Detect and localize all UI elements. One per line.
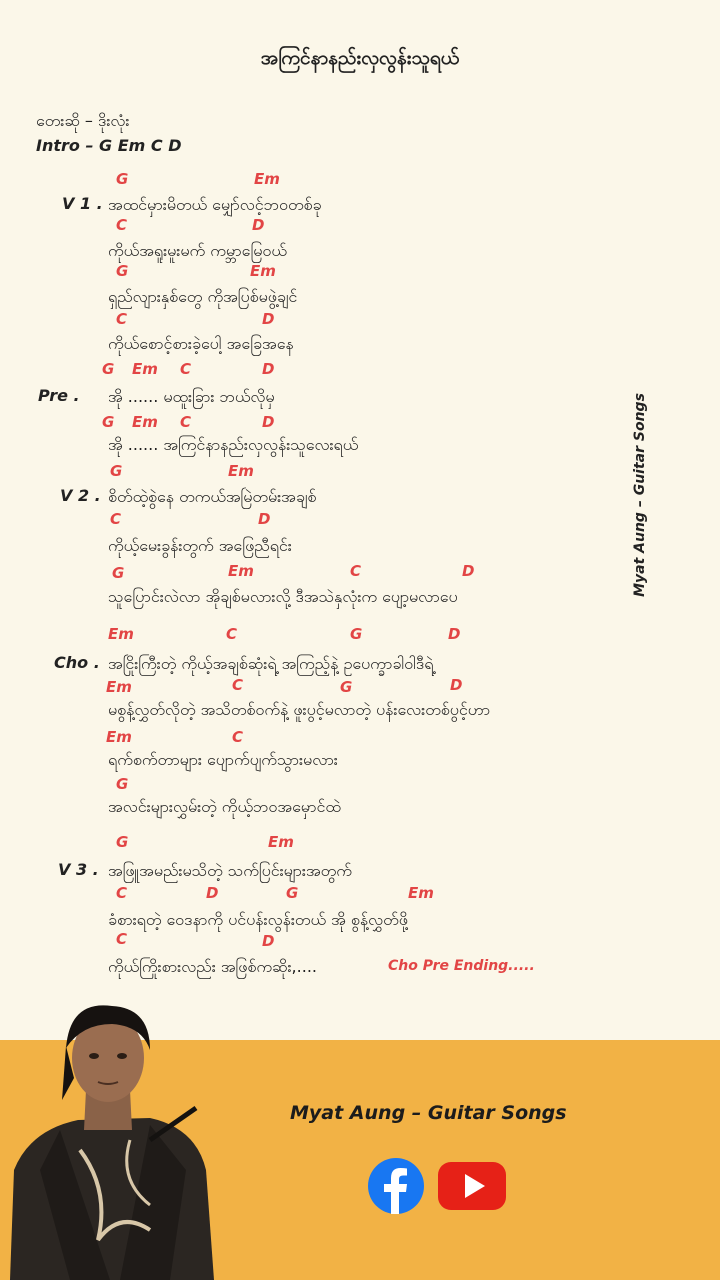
chord: Em	[106, 678, 132, 696]
lyric-line: အို ...... အကြင်နာနည်းလှလွန်းသူလေးရယ်	[108, 435, 359, 454]
chord: C	[116, 930, 128, 948]
chord: C	[116, 310, 128, 328]
chord: D	[448, 625, 461, 643]
chord: Em	[228, 462, 254, 480]
chord: Em	[132, 360, 158, 378]
chord: Em	[106, 728, 132, 746]
lyric-line: အငြိုးကြီးတဲ့ ကိုယ့်အချစ်ဆုံးရဲ့ အကြည့်နဲ့ ဥပေက္ခာခါဝါဒီရဲ့	[108, 654, 434, 673]
lyric-line: ရှည်လျားနှစ်တွေ ကိုအပြစ်မဖွဲ့ချင်	[108, 287, 298, 306]
youtube-icon[interactable]	[438, 1160, 506, 1212]
chord: D	[258, 510, 271, 528]
intro-chords: Intro – G Em C D	[36, 136, 182, 155]
chord: D	[462, 562, 475, 580]
lyric-line: မစွန့်လွှတ်လိုတဲ့ အသိတစ်ဝက်နဲ့ ဖူးပွင့်မလာတဲ့ ပန်းလေးတစ်ပွင့်ဟာ	[108, 700, 491, 719]
lyric-line: ရက်စက်တာများ ပျောက်ပျက်သွားမလား	[108, 750, 338, 769]
singer-line: တေးဆို – ဒိုးလုံး	[36, 111, 130, 130]
lyric-line: အထင်မှားမိတယ် မျှော်လင့်ဘဝတစ်ခု	[108, 195, 322, 214]
chord: C	[180, 360, 192, 378]
chord: D	[262, 310, 275, 328]
lyric-line: ကိုယ်အရူးမူးမက် ကမ္ဘာမြေဝယ်	[108, 241, 287, 260]
chord: Em	[228, 562, 254, 580]
section-label-chorus: Cho .	[54, 653, 100, 672]
lyric-line: အလင်းများလွှမ်းတဲ့ ကိုယ့်ဘဝအမှောင်ထဲ	[108, 797, 341, 816]
ending-note: Cho Pre Ending.....	[388, 958, 535, 974]
chord: D	[262, 413, 275, 431]
chord: C	[226, 625, 238, 643]
chord: D	[206, 884, 219, 902]
lyric-line: ကိုယ်စောင့်စားခဲ့ပေါ့ အခြေအနေ	[108, 334, 294, 353]
chord: D	[262, 932, 275, 950]
chord: G	[116, 833, 129, 851]
lyric-line: ကိုယ်ကြိုးစားလည်း အဖြစ်ကဆိုး,....	[108, 957, 317, 976]
singer-photo	[0, 990, 220, 1280]
lyric-line: အဖြူအမည်းမသိတဲ့ သက်ပြင်းများအတွက်	[108, 861, 352, 880]
chord: C	[116, 216, 128, 234]
lyric-line: စိတ်ထဲ့စွဲနေ တကယ်အမြဲတမ်းအချစ်	[108, 487, 317, 506]
lyric-line: ကိုယ့်မေးခွန်းတွက် အဖြေညီရင်း	[108, 536, 292, 555]
facebook-icon[interactable]	[368, 1158, 424, 1214]
chord: D	[450, 676, 463, 694]
lyric-line: သူပြောင်းလဲလာ အိုချစ်မလားလို့ ဒီအသဲနှလုံးက ပျော့မလာပေ	[108, 587, 458, 606]
chord: G	[116, 775, 129, 793]
chord: Em	[132, 413, 158, 431]
chord: G	[102, 360, 115, 378]
chord: G	[116, 170, 129, 188]
chord: C	[232, 676, 244, 694]
chord: G	[286, 884, 299, 902]
chord: Em	[108, 625, 134, 643]
chord: C	[180, 413, 192, 431]
chord: G	[116, 262, 129, 280]
chord: G	[350, 625, 363, 643]
chord: G	[112, 564, 125, 582]
chord: D	[252, 216, 265, 234]
chord: C	[350, 562, 362, 580]
section-label-v1: V 1 .	[62, 194, 103, 213]
chord: C	[110, 510, 122, 528]
chord: D	[262, 360, 275, 378]
lyric-line: ခံစားရတဲ့ ဝေဒနာကို ပင်ပန်းလွန်းတယ် အို စွန့်လွှတ်ဖို့	[108, 910, 408, 929]
chord: Em	[408, 884, 434, 902]
lyric-line: အို ...... မထူးခြား ဘယ်လိုမှ	[108, 387, 275, 406]
chord: Em	[268, 833, 294, 851]
section-label-pre: Pre .	[38, 386, 80, 405]
section-label-v3: V 3 .	[58, 860, 99, 879]
side-credit-text: Myat Aung – Guitar Songs	[632, 393, 648, 597]
footer-brand: Myat Aung – Guitar Songs	[290, 1102, 567, 1124]
song-title: အကြင်နာနည်းလှလွန်းသူရယ်	[260, 47, 460, 69]
chord: G	[340, 678, 353, 696]
chord: G	[102, 413, 115, 431]
section-label-v2: V 2 .	[60, 486, 101, 505]
chord: Em	[254, 170, 280, 188]
chord: G	[110, 462, 123, 480]
chord: C	[232, 728, 244, 746]
chord: C	[116, 884, 128, 902]
chord: Em	[250, 262, 276, 280]
